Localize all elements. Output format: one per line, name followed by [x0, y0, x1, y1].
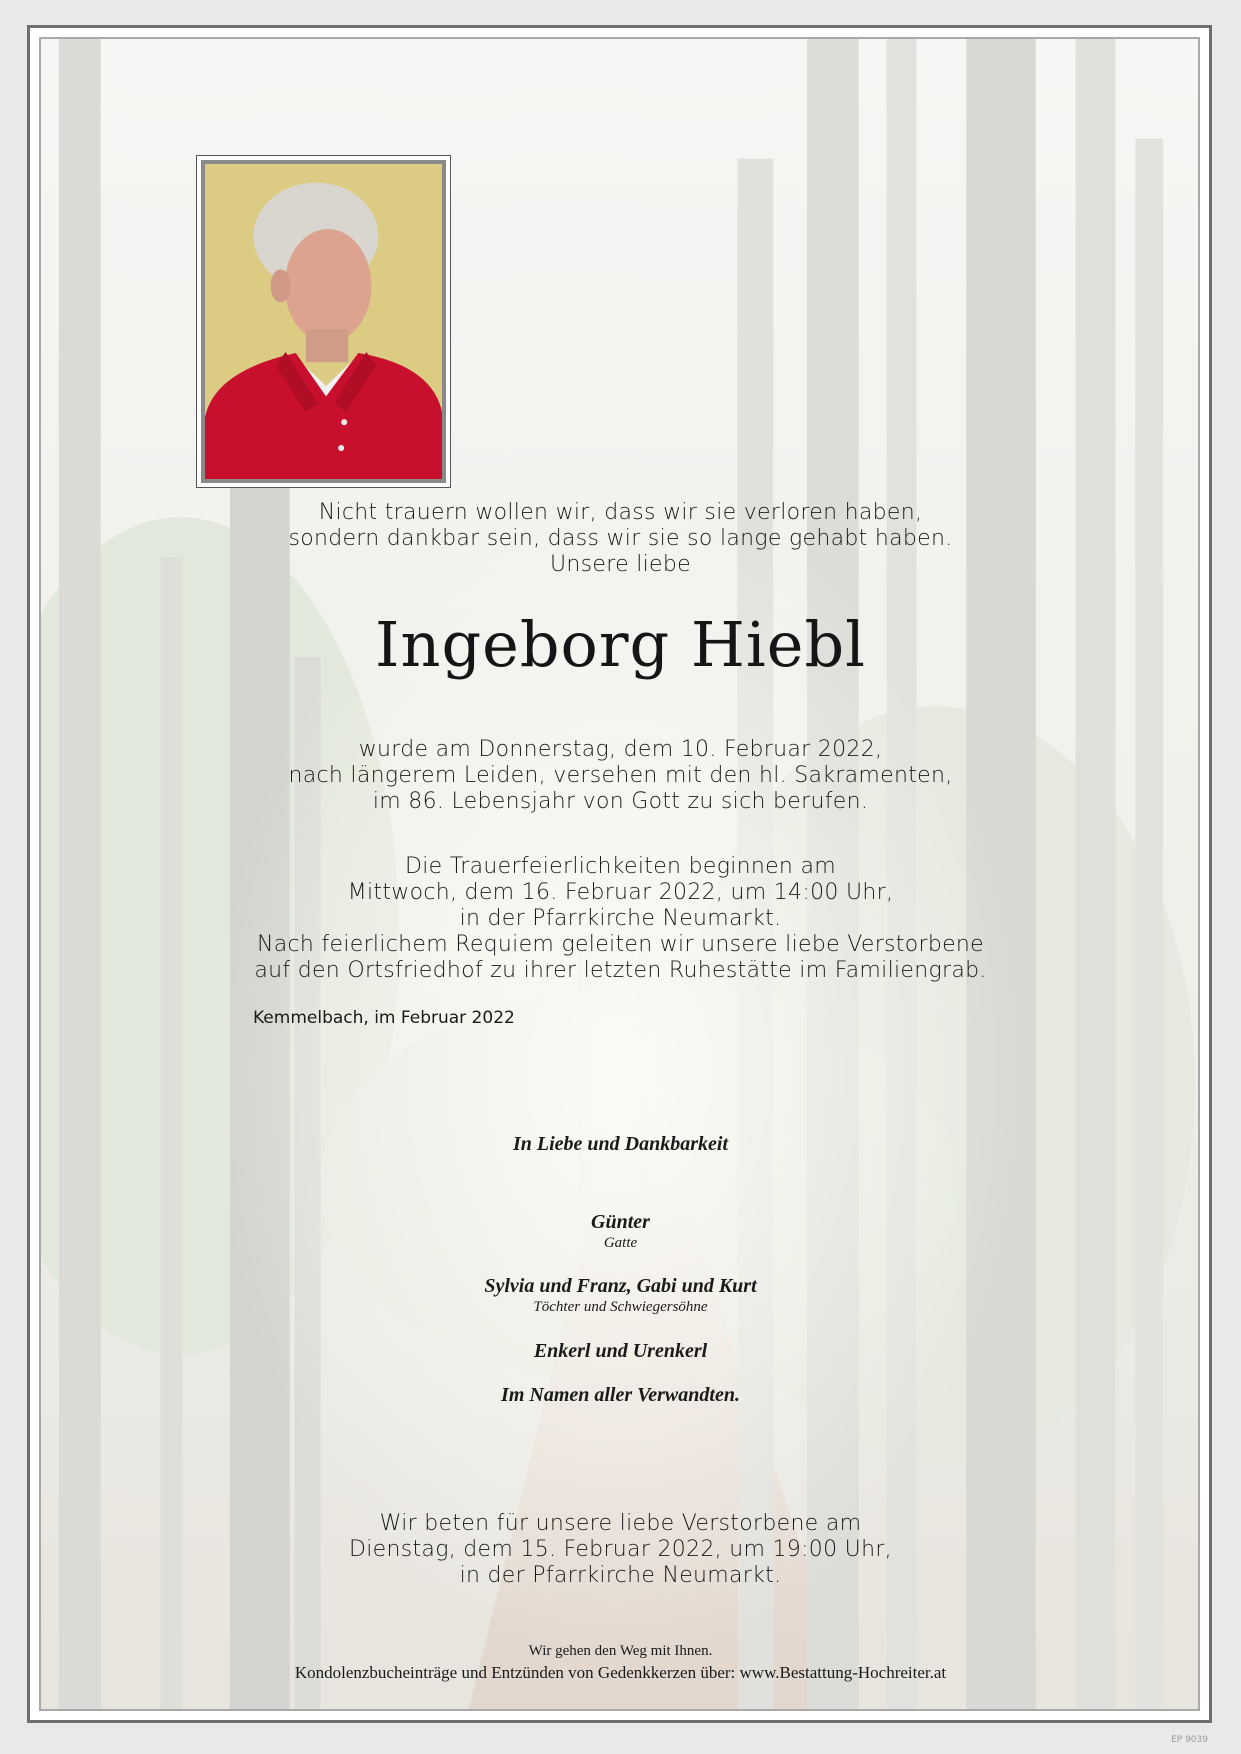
mourner-names: Enkerl und Urenkerl: [533, 1340, 708, 1362]
deceased-name: Ingeborg Hiebl: [375, 608, 866, 681]
prayer-line: Wir beten für unsere liebe Verstorbene am: [379, 1511, 862, 1536]
prayer-details: [0, 1511, 1241, 1589]
memorial-quote: [0, 500, 1241, 578]
footer-condolence-link[interactable]: Kondolenzbucheinträge und Entzünden von Gedenkkerzen über: www.Bestattung-Hochreiter.at: [294, 1663, 947, 1682]
footer-tagline: Wir gehen den Weg mit Ihnen.: [528, 1643, 713, 1659]
ceremony-line: auf den Ortsfriedhof zu ihrer letzten Ruhestätte im Familiengrab.: [254, 958, 987, 983]
ceremony-details: [0, 854, 1241, 984]
prayer-line: Dienstag, dem 15. Februar 2022, um 19:00 Uhr,: [349, 1537, 892, 1562]
mourner-names: Im Namen aller Verwandten.: [501, 1384, 740, 1406]
death-notice-line: nach längerem Leiden, versehen mit den hl. Sakramenten,: [288, 763, 953, 788]
death-notice-line: wurde am Donnerstag, dem 10. Februar 2022,: [358, 737, 883, 762]
mourner-names: Sylvia und Franz, Gabi und Kurt: [484, 1275, 757, 1297]
mourner-group: [0, 1210, 1241, 1252]
prayer-line: in der Pfarrkirche Neumarkt.: [459, 1563, 782, 1588]
ceremony-line: Nach feierlichem Requiem geleiten wir unsere liebe Verstorbene: [256, 932, 985, 957]
ceremony-line: in der Pfarrkirche Neumarkt.: [459, 906, 782, 931]
portrait-photo-frame: [196, 155, 451, 488]
ceremony-line: Die Trauerfeierlichkeiten beginnen am: [405, 854, 836, 879]
ceremony-line: Mittwoch, dem 16. Februar 2022, um 14:00 Uhr,: [347, 880, 894, 905]
portrait-photo: [201, 160, 446, 483]
form-code: EP 9039: [1171, 1735, 1208, 1745]
mourner-group: [0, 1274, 1241, 1316]
death-notice-line: im 86. Lebensjahr von Gott zu sich berufen.: [372, 789, 869, 814]
quote-line: Nicht trauern wollen wir, dass wir sie verloren haben,: [318, 500, 923, 525]
quote-line: Unsere liebe: [550, 552, 691, 577]
mourner-relation: Gatte: [603, 1235, 638, 1251]
death-notice: [0, 737, 1241, 815]
mourner-relation: Töchter und Schwiegersöhne: [533, 1299, 708, 1315]
quote-line: sondern dankbar sein, dass wir sie so lange gehabt haben.: [288, 526, 953, 551]
place-and-date: Kemmelbach, im Februar 2022: [253, 1008, 515, 1028]
mourner-names: Günter: [591, 1211, 650, 1233]
mourners-heading: In Liebe und Dankbarkeit: [512, 1133, 729, 1155]
